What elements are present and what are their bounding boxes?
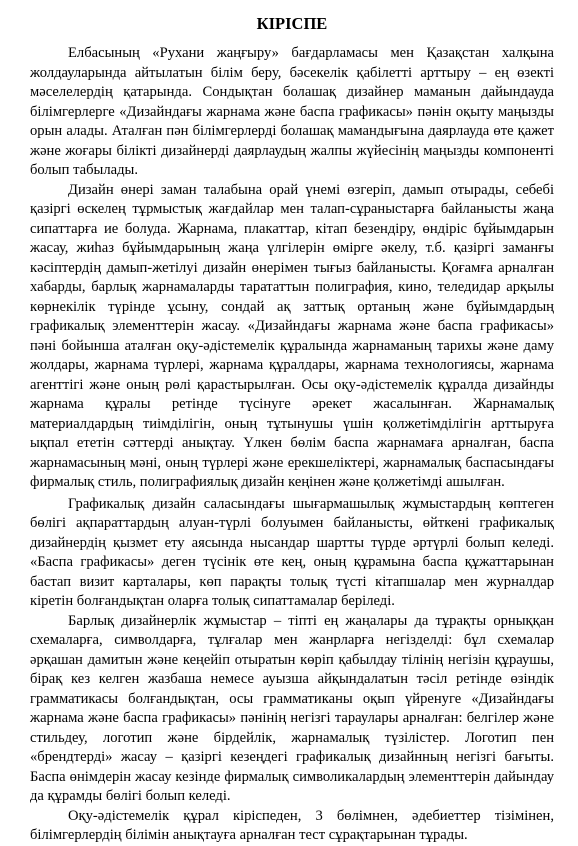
paragraph-5: Оқу-әдістемелік құрал кіріспеден, 3 бөлімнен, әдебиеттер тізімінен, білімгерлердің білімін анықтауға арналған тест сұрақтарынан тұрады. [30, 807, 554, 843]
paragraph-1: Елбасының «Рухани жаңғыру» бағдарламасы мен Қазақстан халқына жолдауларында айтылатын білім беру, бәсекелік қабілетті арттыру – ең өзекті мәселелердің қатарында. Сондықтан болашақ дизайнер маманын дайындауда білімгерлерге «Дизайндағы жарнама және баспа графикасы» пәнін оқыту маңызды орын алады. Аталған пән білімгерлерді болашақ мамандығына даярлауда өте қажет және жоғары білікті дизайнерді даярлаудың жалпы жүйесінің маңызды компоненті болып табылады. [30, 45, 554, 178]
paragraph-4: Барлық дизайнерлік жұмыстар – тіпті ең жаңалары да тұрақты орныққан схемаларға, символдарға, тұлғалар мен жанрларға негізделді: бұл схемалар әрқашан дамитын және кеңейіп отыратын көріп қабылдау тілінің негізін құраушы, бірақ кез келген жазбаша немесе ауызша айқындалатын тәсіл ретінде өзіндік грамматикасы болғандықтан, осы грамматиканы оқып үйренуге «Дизайндағы жарнама және баспа графикасы» пәнінің негізгі тараулары арналған: белгілер және стильдеу, логотип және бірдейлік, жарнамалық түзілістер. Логотип пен «брендтерді» жасау – қазіргі кезеңдегі графикалық дизайнның негізгі бағыты. Баспа өнімдерін жасау кезінде фирмалық символикалардың элементтерін дайындау да құрамды бөлігі болып келеді. [30, 612, 554, 804]
document-page [30, 0, 554, 846]
paragraph-3: Графикалық дизайн саласындағы шығармашылық жұмыстардың көптеген бөлігі ақпараттардың алуан-түрлі болуымен байланысты, өйткені графикалық дизайнердің қызмет ету аясында нысандар шартты түрде әртүрлі болып келеді. «Баспа графикасы» деген түсінік өте кең, оның құрамына баспа құжаттарынан бастап визит карталары, көп парақты толық түсті кітапшалар мен журналдар кіретін болғандықтан оларға толық сипаттамалар беріледі. [30, 495, 554, 609]
paragraph-2: Дизайн өнері заман талабына орай үнемі өзгеріп, дамып отырады, себебі қазіргі өскелең тұрмыстық жағдайлар мен талап-сұраныстарға байланысты жаңа сипаттарға ие болуда. Жарнама, плакаттар, кітап безендіру, өндіріс бұйымдарын жасау, жиһаз бұйымдарының жаңа үлгілерін өмірге әкелу, т.б. қазіргі заманғы кәсіптердің дамып-жетілуі дизайн өнерімен тығыз байланысты. Қоғамға арналған хабарды, барлық жарнамаларды тарататтын полиграфия, кино, теледидар арқылы көрнекілік түрінде ұсыну, сондай ақ заттық ортаның және бұйымдардың графикалық элементтерін жасау. «Дизайндағы жарнама және баспа графикасы» пәні бойынша аталған оқу-әдістемелік құралында жарнаманың тарихы және даму жолдары, жарнама түрлері, жарнама құралдары, жарнама технологиясы, жарнама агенттігі және оның рөлі қарастырылған. Осы оқу-әдістемелік құралда дизайнды жарнама құралы ретінде түсінуге әрекет жасалынған. Жарнамалық материалдардың тиімділігін, оның тұтынушы үшін қолжетімділігін арттыруға ықпал ететін сәттерді анықтау. Үлкен бөлім баспа жарнамаға арналған, баспа жарнамасының мәні, оның түрлері және ерекшеліктері, жарнамалық баспасындағы фирмалық стиль, полиграфиялық дизайн кеңінен және қолжетімді ашылған. [30, 181, 554, 490]
page-title: КІРІСПЕ [256, 14, 328, 33]
